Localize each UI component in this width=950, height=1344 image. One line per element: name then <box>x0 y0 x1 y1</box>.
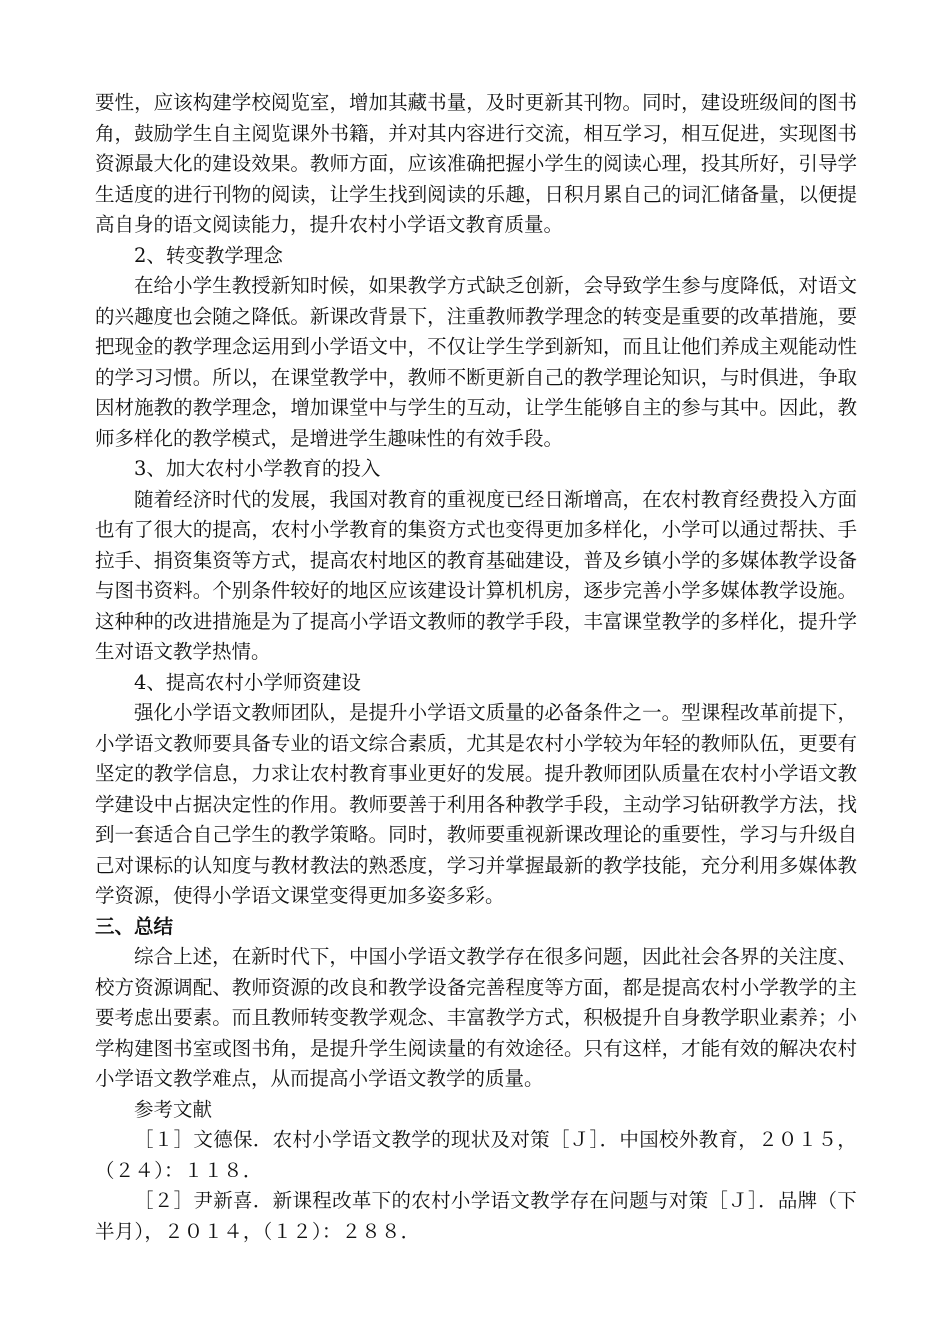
body-paragraph: 要性，应该构建学校阅览室，增加其藏书量，及时更新其刊物。同时，建设班级间的图书角，鼓励学生自主阅览课外书籍，并对其内容进行交流，相互学习，相互促进，实现图书资源最大化的建设效果。教师方面，应该准确把握小学生的阅读心理，投其所好，引导学生适度的进行刊物的阅读，让学生找到阅读的乐趣，日积月累自己的词汇储备量，以便提高自身的语文阅读能力，提升农村小学语文教育质量。 <box>95 91 857 236</box>
reference-item: ［２］尹新喜．新课程改革下的农村小学语文教学存在问题与对策［Ｊ］．品牌（下半月），２０１４，（１２）：２８８． <box>95 1189 857 1243</box>
subsection-heading: 4、提高农村小学师资建设 <box>134 670 361 694</box>
section-heading: 三、总结 <box>95 914 174 938</box>
body-paragraph: 在给小学生教授新知时候，如果教学方式缺乏创新，会导致学生参与度降低，对语文的兴趣度也会随之降低。新课改背景下，注重教师教学理念的转变是重要的改革措施，要把现金的教学理念运用到小学语文中，不仅让学生学到新知，而且让他们养成主观能动性的学习习惯。所以，在课堂教学中，教师不断更新自己的教学理论知识，与时俱进，争取因材施教的教学理念，增加课堂中与学生的互动，让学生能够自主的参与其中。因此，教师多样化的教学模式，是增进学生趣味性的有效手段。 <box>95 274 857 450</box>
document-page <box>95 88 857 1247</box>
subsection-heading: 2、转变教学理念 <box>134 243 283 267</box>
subsection-heading: 3、加大农村小学教育的投入 <box>134 457 381 480</box>
body-paragraph: 综合上述，在新时代下，中国小学语文教学存在很多问题，因此社会各界的关注度、校方资源调配、教师资源的改良和教学设备完善程度等方面，都是提高农村小学教学的主要考虑出要素。而且教师转变教学观念、丰富教学方式，积极提升自身教学职业素养；小学构建图书室或图书角，是提升学生阅读量的有效途径。只有这样，才能有效的解决农村小学语文教学难点，从而提高小学语文教学的质量。 <box>95 945 857 1090</box>
body-paragraph: 强化小学语文教师团队，是提升小学语文质量的必备条件之一。型课程改革前提下，小学语文教师要具备专业的语文综合素质，尤其是农村小学较为年轻的教师队伍，更要有坚定的教学信息，力求让农村教育事业更好的发展。提升教师团队质量在农村小学语文教学建设中占据决定性的作用。教师要善于利用各种教学手段，主动学习钻研教学方法，找到一套适合自己学生的教学策略。同时，教师要重视新课改理论的重要性，学习与升级自己对课标的认知度与教材教法的熟悉度，学习并掌握最新的教学技能，充分利用多媒体教学资源，使得小学语文课堂变得更加多姿多彩。 <box>95 701 857 907</box>
references-heading: 参考文献 <box>134 1097 213 1121</box>
body-paragraph: 随着经济时代的发展，我国对教育的重视度已经日渐增高，在农村教育经费投入方面也有了很大的提高，农村小学教育的集资方式也变得更加多样化，小学可以通过帮扶、手拉手、捐资集资等方式，提高农村地区的教育基础建设，普及乡镇小学的多媒体教学设备与图书资料。个别条件较好的地区应该建设计算机机房，逐步完善小学多媒体教学设施。这种种的改进措施是为了提高小学语文教师的教学手段，丰富课堂教学的多样化，提升学生对语文教学热情。 <box>95 487 857 663</box>
reference-item: ［１］文德保．农村小学语文教学的现状及对策［Ｊ］．中国校外教育，２０１５，（２４）：１１８． <box>95 1128 857 1182</box>
